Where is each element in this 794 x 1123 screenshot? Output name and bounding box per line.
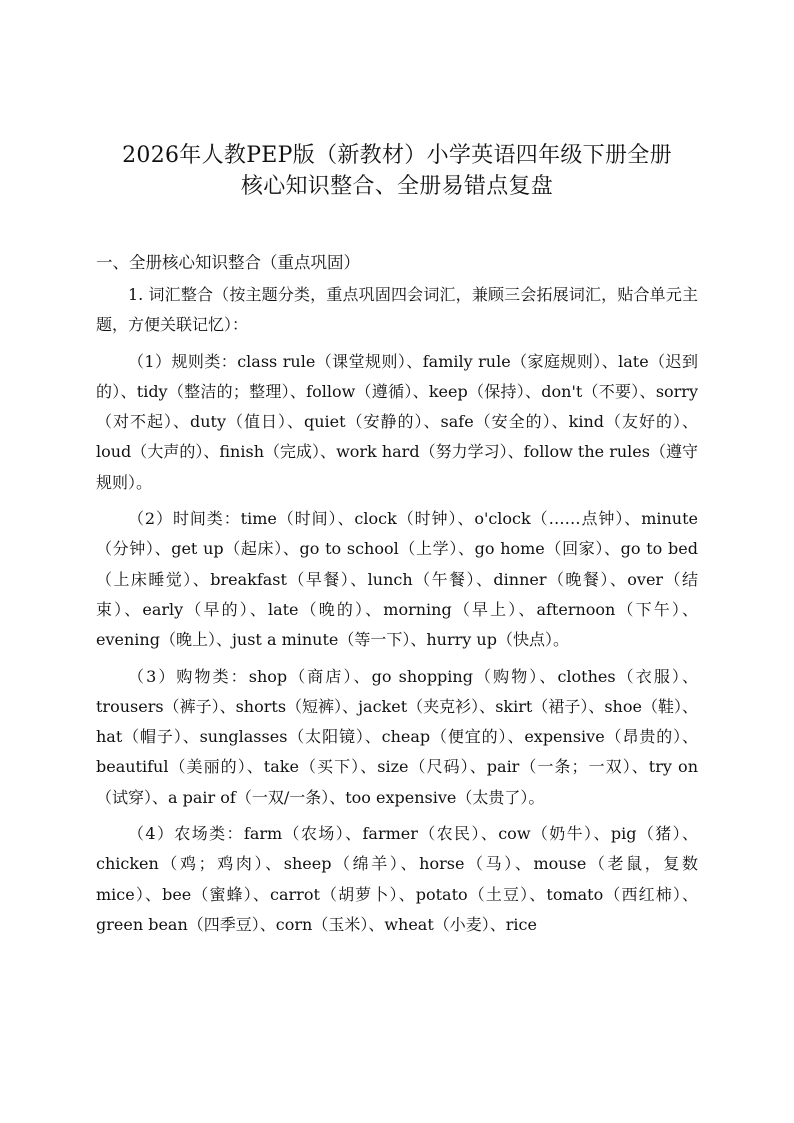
category-shopping-paragraph: （3）购物类：shop（商店）、go shopping（购物）、clothes（衣服）、trousers（裤子）、shorts（短裤）、jacket（夹克衫）、skirt（裙子）、shoe（鞋）、hat（帽子）、sunglasses（太阳镜）、cheap（便宜的）、expensive（昂贵的）、beautiful（美丽的）、take（买下）、size（尺码）、pair（一条；一双）、try on（试穿）、a pair of（一双/一条）、too expensive（太贵了）。 <box>96 666 698 807</box>
document-title <box>96 140 698 202</box>
section-heading: 一、全册核心知识整合（重点巩固） <box>96 253 360 272</box>
category-rules-paragraph: （1）规则类：class rule（课堂规则）、family rule（家庭规则）、late（迟到的）、tidy（整洁的；整理）、follow（遵循）、keep（保持）、don't（不要）、sorry（对不起）、duty（值日）、quiet（安静的）、safe（安全的）、kind（友好的）、loud（大声的）、finish（完成）、work hard（努力学习）、follow the rules（遵守规则）。 <box>96 351 698 492</box>
category-farm-paragraph: （4）农场类：farm（农场）、farmer（农民）、cow（奶牛）、pig（猪）、chicken（鸡；鸡肉）、sheep（绵羊）、horse（马）、mouse（老鼠，复数 mice）、bee（蜜蜂）、carrot（胡萝卜）、potato（土豆）、tomato（西红柿）、green bean（四季豆）、corn（玉米）、wheat（小麦）、rice <box>96 824 698 934</box>
title-line-2: 核心知识整合、全册易错点复盘 <box>240 174 554 199</box>
document-page <box>96 140 698 940</box>
category-time-paragraph: （2）时间类：time（时间）、clock（时钟）、o'clock（……点钟）、minute（分钟）、get up（起床）、go to school（上学）、go home（回家）、go to bed（上床睡觉）、breakfast（早餐）、lunch（午餐）、dinner（晚餐）、over（结束）、early（早的）、late（晚的）、morning（早上）、afternoon（下午）、evening（晚上）、just a minute（等一下）、hurry up（快点）。 <box>96 509 698 650</box>
title-line-1: 2026年人教PEP版（新教材）小学英语四年级下册全册 <box>122 143 672 168</box>
vocab-intro-paragraph: 1. 词汇整合（按主题分类，重点巩固四会词汇，兼顾三会拓展词汇，贴合单元主题，方便关联记忆）： <box>96 285 698 335</box>
